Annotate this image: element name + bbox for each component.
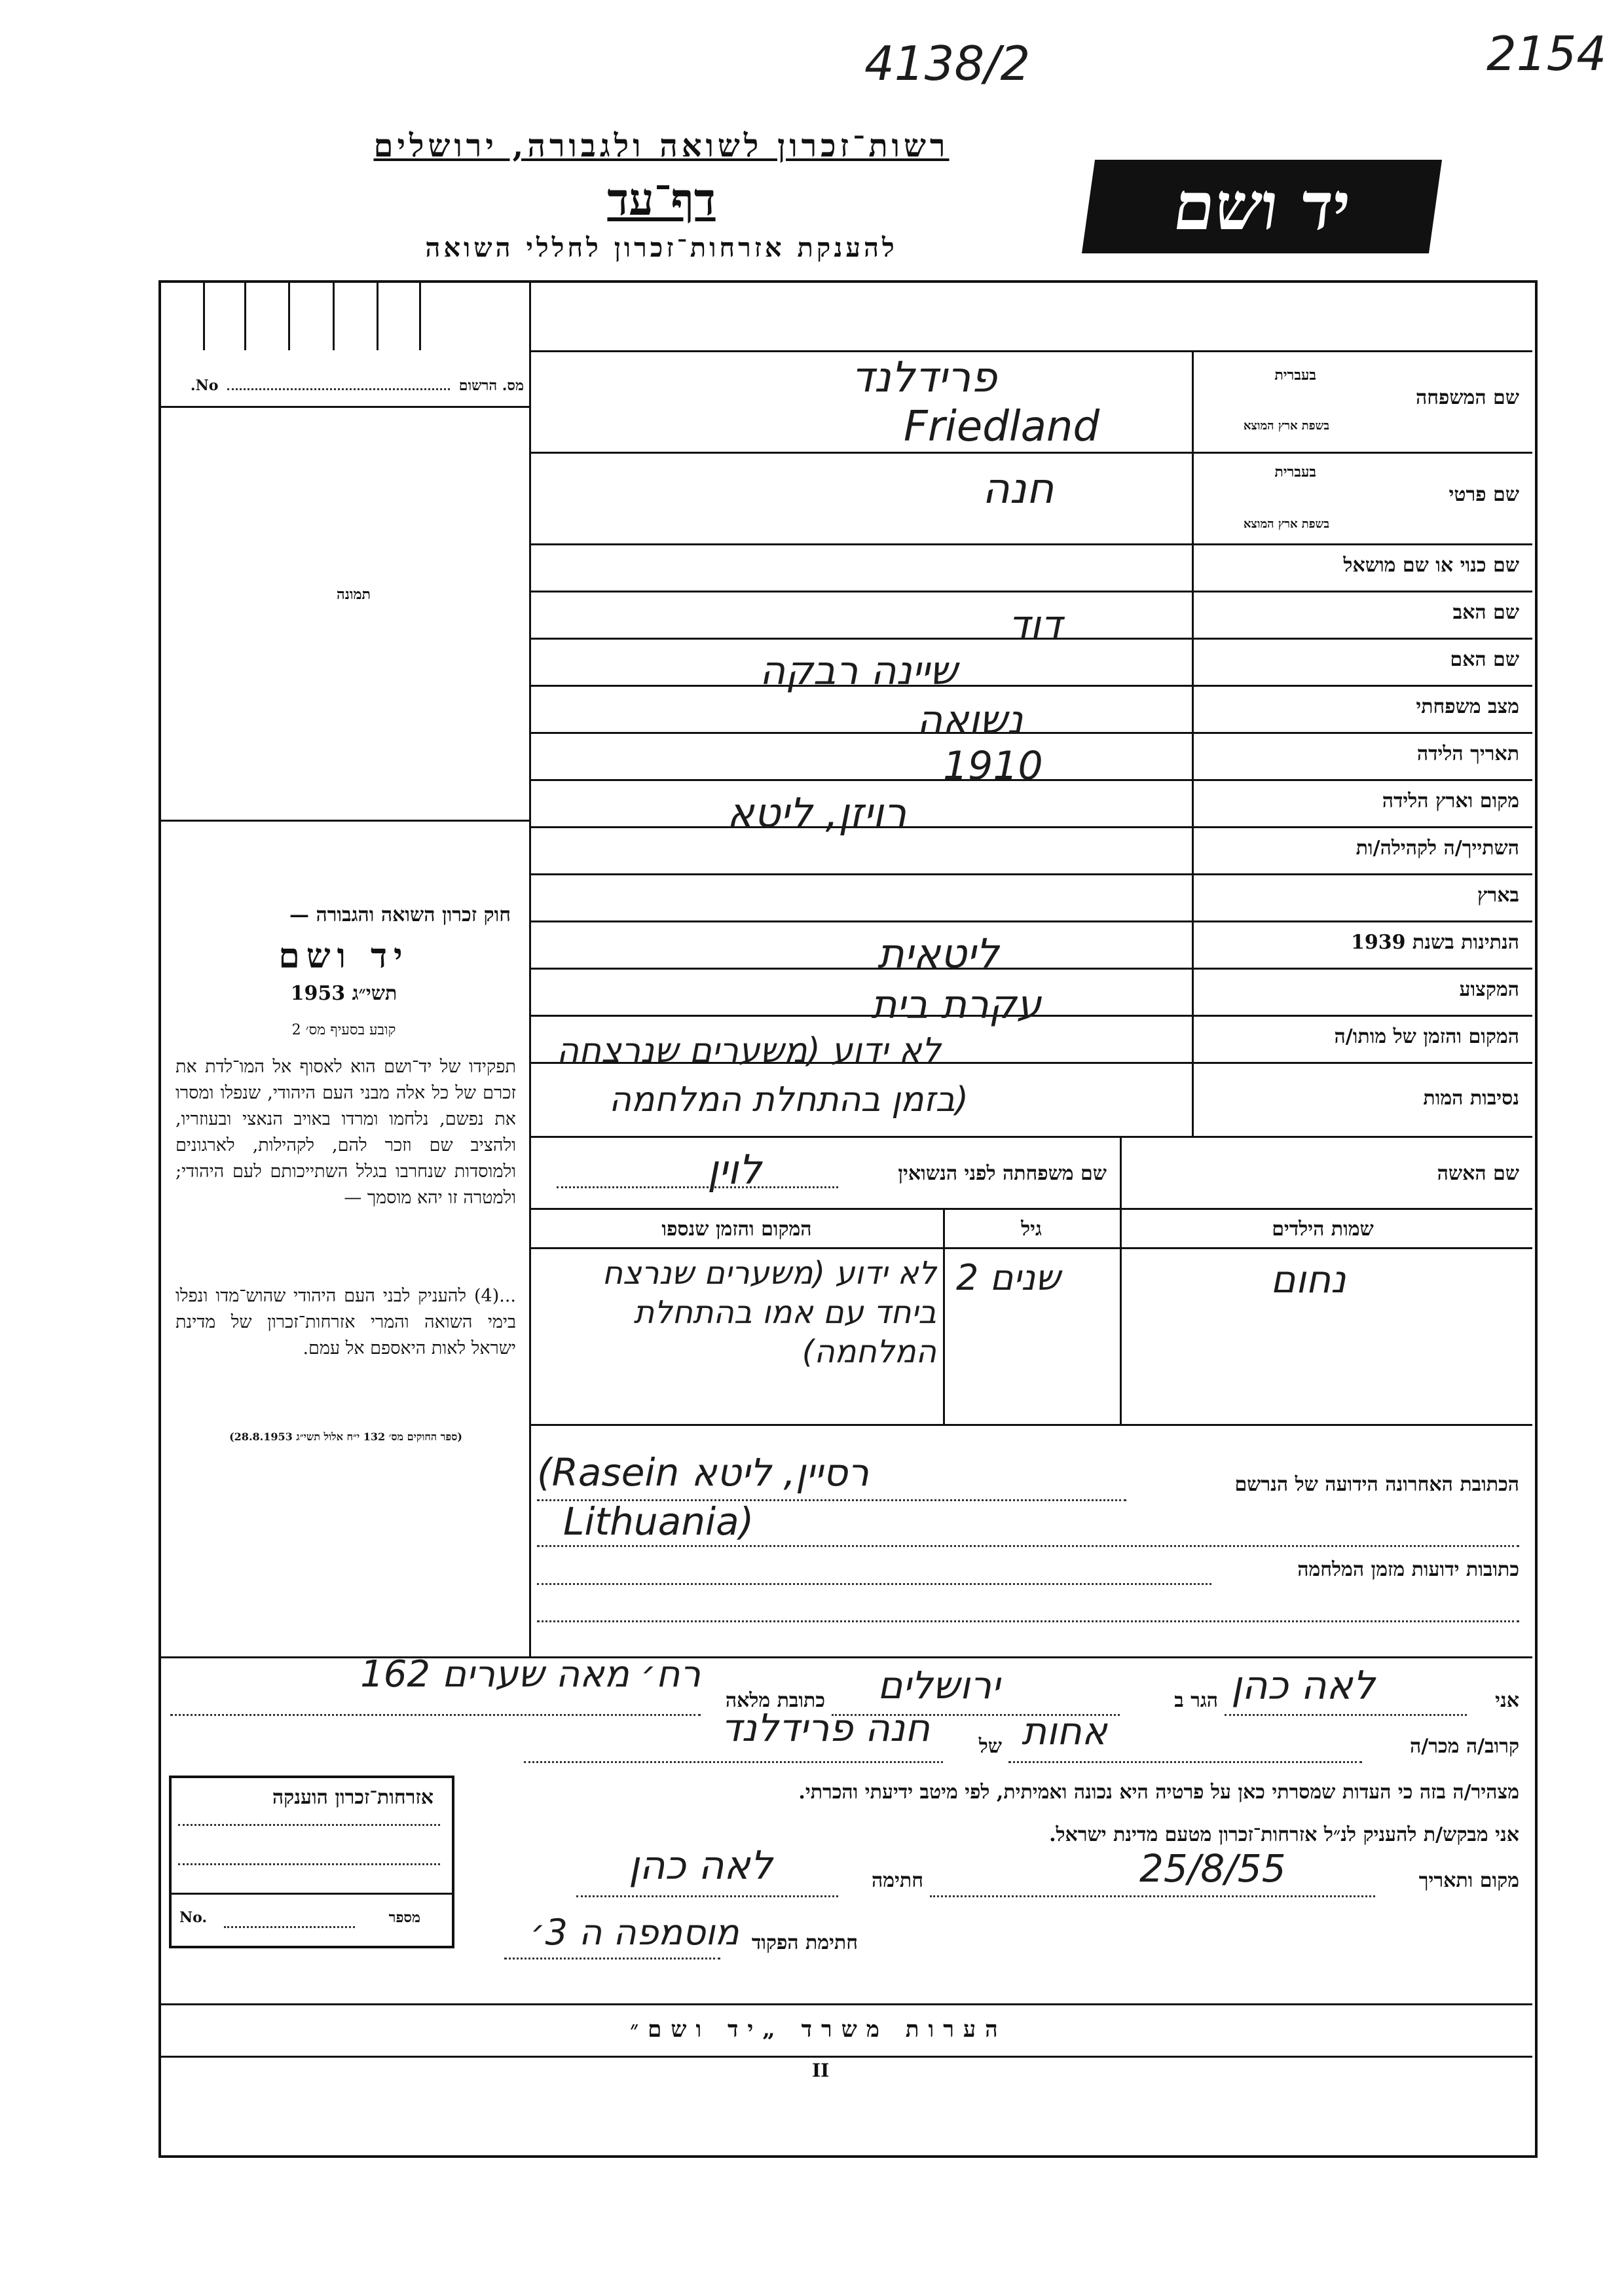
child-place: לא ידוע (משערים שנרצח ביחד עם אמו בהתחלת המלחמה) — [602, 1255, 936, 1370]
registration-no: No. — [190, 377, 219, 394]
footer-mark: II — [812, 2060, 830, 2081]
full-address-value: רח׳ מאה שערים 162 — [360, 1653, 701, 1696]
first-name-label: שם פרטי — [1449, 483, 1519, 506]
declarant-i-label: אני — [1495, 1689, 1519, 1712]
citizenship-granted-title: אזרחות־זכרון הוענקה — [272, 1786, 434, 1809]
registration-row — [164, 377, 524, 394]
law-clause: קובע בסעיף מס׳ 2 — [291, 1022, 396, 1038]
archive-file-number: 4138/2 — [864, 36, 1031, 91]
citizenship-number-label: מספר — [388, 1909, 420, 1926]
wife-maiden-label: שם משפחתה לפני הנשואין — [898, 1162, 1107, 1185]
family-name-hebrew-sub: בעברית — [1274, 367, 1316, 384]
last-address-label: הכתובת האחרונה הידועה של הנרשם — [1234, 1473, 1519, 1496]
signature-value: לאה כהן — [629, 1843, 773, 1889]
office-notes-title: הערות משרד „יד ושם״ — [630, 2016, 1007, 2043]
signature-label: חתימה — [872, 1869, 923, 1892]
first-name-hebrew-sub: בעברית — [1274, 464, 1316, 481]
registration-label: מס. הרשום — [458, 377, 524, 394]
country-label: בארץ — [1477, 884, 1519, 907]
clerk-signature-label: חתימת הפקוד — [751, 1931, 858, 1954]
law-text-clause: ...(4) להעניק לבני העם היהודי שהוש־מדו ונפלו בימי השואה והמרי אזרחות־זכרון של מדינת ישראל לאות היאספם אל עמם. — [175, 1286, 516, 1358]
death-place-value: לא ידוע (משערים שנרצחה — [557, 1031, 941, 1070]
of-label: של — [978, 1735, 1002, 1758]
children-age-header: גיל — [1021, 1218, 1042, 1241]
profession-value: עקרת בית — [871, 982, 1042, 1028]
death-place-label: המקום והזמן של מותו/ה — [1334, 1025, 1519, 1048]
birth-place-value: רויזן, ליטא — [727, 789, 907, 837]
family-name-origin-sub: בשפת ארץ המוצא — [1243, 419, 1329, 433]
declaration-text: מצהיר/ה בזה כי העדות שמסרתי כאן על פרטיה היא נכונה ואמיתית, לפי מיטב ידיעתי והכרתי. — [798, 1781, 1519, 1804]
citizenship-value: ליטאית — [877, 930, 999, 977]
citizenship-granted-box — [169, 1776, 454, 1948]
nickname-label: שם כנוי או שם מושאל — [1343, 554, 1519, 577]
citizenship-no-label: No. — [179, 1909, 208, 1926]
marital-label: מצב משפחתי — [1416, 695, 1519, 718]
wife-label: שם האשה — [1437, 1162, 1519, 1185]
of-name-value: חנה פרידלנד — [721, 1705, 930, 1750]
family-name-hebrew-value: פרידלנד — [851, 354, 997, 402]
clerk-signature-value: מוסמפה ה 3׳ — [530, 1912, 739, 1953]
place-date-value: 25/8/55 — [1139, 1846, 1286, 1891]
mother-value: שיינה רבקה — [760, 648, 957, 694]
father-label: שם האב — [1452, 601, 1519, 624]
family-name-label: שם המשפחה — [1415, 386, 1519, 409]
law-year: תשי״ג 1953 — [290, 982, 397, 1005]
relation-value: אחות — [1022, 1709, 1107, 1753]
children-place-header: המקום והזמן שנספו — [661, 1218, 812, 1241]
place-date-label: מקום ותאריך — [1418, 1869, 1519, 1892]
father-value: דוד — [1008, 602, 1062, 648]
profession-label: המקצוע — [1459, 978, 1519, 1001]
full-address-label: כתובת מלאה — [725, 1689, 825, 1712]
last-address-line1: (Rasein רסיין, ליטא — [537, 1450, 869, 1495]
authority-title: רשות־זכרון לשואה ולגבורה, ירושלים — [373, 128, 950, 164]
war-address-label: כתובות ידועות מזמן המלחמה — [1297, 1558, 1519, 1581]
wife-maiden-value: לוין — [707, 1146, 762, 1194]
yad-vashem-logo: יד ושם — [1082, 160, 1442, 253]
death-circumstances-label: נסיבות המות — [1423, 1087, 1519, 1110]
law-title: חוק זכרון השואה והגבורה — — [289, 903, 511, 926]
child-name: נחום — [1270, 1257, 1346, 1302]
community-label: השתייך/ה לקהילה/ות — [1356, 837, 1519, 860]
birth-date-label: תאריך הלידה — [1416, 742, 1519, 765]
page-subtitle: להענקת אזרחות־זכרון לחללי השואה — [425, 232, 898, 263]
law-source: (ספר החוקים מס׳ 132 י״ח אלול תשי״ג 28.8.1953) — [229, 1430, 462, 1443]
request-text: אני מבקש/ת להעניק לנ״ל אזרחות־זכרון מטעם מדינת ישראל. — [1049, 1823, 1519, 1846]
photo-label: תמונה — [337, 586, 371, 603]
last-address-line2: Lithuania) — [563, 1499, 754, 1544]
birth-date-value: 1910 — [943, 743, 1043, 789]
archive-item-number: 2154 — [1486, 26, 1607, 81]
declarant-name: לאה כהן — [1231, 1663, 1375, 1709]
mother-label: שם האם — [1450, 648, 1519, 671]
marital-value: נשואה — [917, 697, 1024, 743]
first-name-value: חנה — [982, 465, 1054, 513]
children-names-header: שמות הילדים — [1272, 1218, 1374, 1241]
child-age: 2 שנים — [956, 1257, 1061, 1298]
declarant-resident-label: הגר ב — [1174, 1689, 1218, 1712]
declarant-city: ירושלים — [877, 1663, 1001, 1707]
page-title: דף־עד — [607, 173, 716, 226]
family-name-origin-value: Friedland — [904, 403, 1100, 451]
law-text-main: תפקידו של יד־ושם הוא לאסוף אל המו־לדת את זכרם של כל אלה מבני העם היהודי, שנפלו ומסרו את נפשם, נלחמו ומרדו באויב הנאצי ובעוזריו, ולהציב שם וזכר להם, לקהילות, לארגונים ולמוסדות שנחרבו בגלל השתייכותם לעם היהודי; ולמטרה זו יהא מוסמך — — [175, 1057, 516, 1208]
birth-place-label: מקום וארץ הלידה — [1382, 790, 1519, 812]
first-name-origin-sub: בשפת ארץ המוצא — [1243, 517, 1329, 531]
relative-label: קרוב/ה מכר/ה — [1410, 1735, 1519, 1758]
death-circumstances-value: בזמן בהתחלת המלחמה) — [609, 1080, 969, 1120]
citizenship-label: הנתינות בשנת 1939 — [1350, 931, 1519, 954]
law-name: יד ושם — [278, 936, 409, 976]
